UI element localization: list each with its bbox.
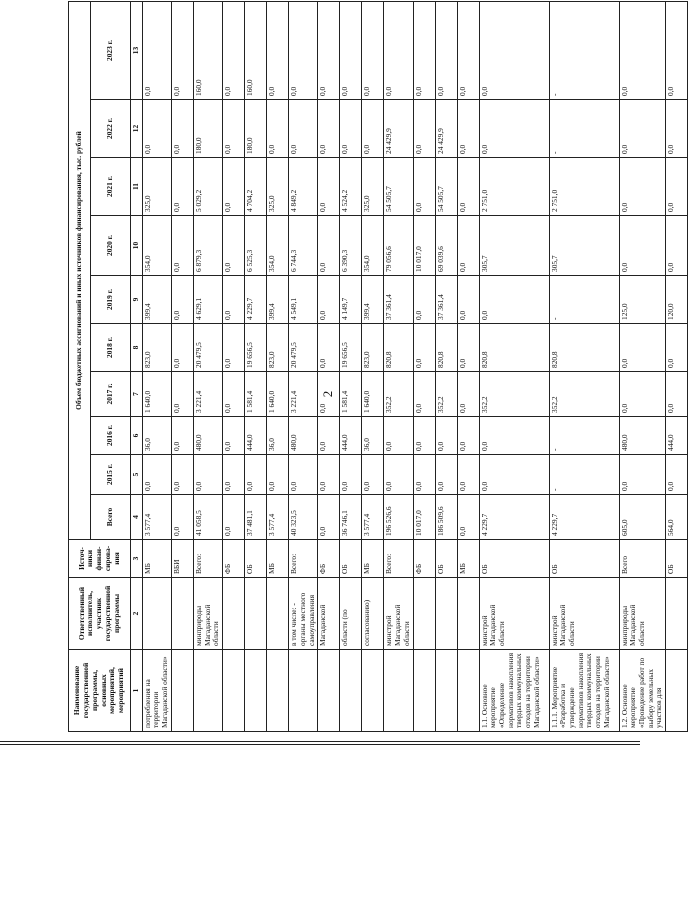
value-cell: 4 704,2 [245,158,267,216]
value-cell: - [549,100,619,158]
value-cell: 0,0 [223,417,245,455]
value-cell: 0,0 [384,2,413,100]
column-number: 5 [131,455,143,495]
table-row [619,2,666,732]
row-source-cell: ОБ [245,540,267,578]
value-cell: 0,0 [171,455,193,495]
value-cell: 354,0 [267,216,289,276]
value-cell: 0,0 [171,417,193,455]
value-cell: 0,0 [457,2,479,100]
table-row [289,2,318,732]
table-row [549,2,619,732]
row-name-cell [435,650,457,732]
value-cell: 0,0 [267,100,289,158]
value-cell: 2 751,0 [549,158,619,216]
value-cell: - [549,276,619,324]
value-cell: 1 640,0 [362,372,384,417]
value-cell: 6 525,3 [245,216,267,276]
row-source-cell: Всего: [384,540,413,578]
value-cell: 54 505,7 [384,158,413,216]
table-row [479,2,549,732]
row-source-cell: МБ [267,540,289,578]
value-cell: 0,0 [457,100,479,158]
value-cell: 186 509,6 [435,495,457,540]
value-cell: 4 549,1 [289,276,318,324]
value-cell: 0,0 [479,100,549,158]
value-cell: 0,0 [267,2,289,100]
value-cell: 19 656,5 [245,324,267,372]
value-cell: 24 429,9 [435,100,457,158]
value-cell: 0,0 [666,2,688,100]
value-cell: 0,0 [223,158,245,216]
row-executor-cell [413,578,435,650]
value-cell: 0,0 [666,216,688,276]
value-cell: 0,0 [435,2,457,100]
value-cell: 0,0 [318,216,340,276]
value-cell: 0,0 [413,100,435,158]
value-cell: 0,0 [171,276,193,324]
table-body [131,2,688,732]
value-cell: 0,0 [457,372,479,417]
value-cell: - [549,417,619,455]
value-cell: 0,0 [619,158,666,216]
row-name-cell: 1.1.1. Мероприятие «Разработка и утверждение нормативов накопления твердых коммунальных отходов на территории Магаданской области» [549,650,619,732]
value-cell: 40 323,5 [289,495,318,540]
value-cell: 0,0 [318,495,340,540]
value-cell: 0,0 [457,276,479,324]
row-source-cell: ВБИ [171,540,193,578]
row-name-cell [245,650,267,732]
table-row [267,2,289,732]
value-cell: - [549,2,619,100]
column-number-row [131,2,143,732]
row-source-cell: ФБ [223,540,245,578]
header-year: 2017 г. [91,372,131,417]
value-cell: 0,0 [318,324,340,372]
value-cell: 0,0 [457,216,479,276]
value-cell: 1 640,0 [142,372,171,417]
row-name-cell [193,650,222,732]
value-cell: 6 390,3 [340,216,362,276]
header-year: 2020 г. [91,216,131,276]
row-executor-cell [223,578,245,650]
row-source-cell: ОБ [549,540,619,578]
value-cell: 444,0 [245,417,267,455]
value-cell: 820,8 [479,324,549,372]
value-cell: 0,0 [666,100,688,158]
value-cell: 0,0 [289,2,318,100]
row-source-cell: МБ [142,540,171,578]
row-source-cell: Всего: [193,540,222,578]
value-cell: 0,0 [318,100,340,158]
column-number: 4 [131,495,143,540]
value-cell: 36,0 [267,417,289,455]
value-cell: 0,0 [479,455,549,495]
value-cell: 820,8 [384,324,413,372]
value-cell: 4 849,2 [289,158,318,216]
table-row [666,2,688,732]
row-name-cell: потребления на территории Магаданской области» [142,650,171,732]
row-name-cell [362,650,384,732]
column-number: 11 [131,158,143,216]
value-cell: 399,4 [142,276,171,324]
value-cell: 180,0 [245,100,267,158]
row-name-cell [666,650,688,732]
value-cell: 4 229,7 [245,276,267,324]
value-cell: 605,0 [619,495,666,540]
row-source-cell: ФБ [318,540,340,578]
value-cell: 0,0 [413,276,435,324]
row-name-cell [318,650,340,732]
page-number: 2 [320,390,335,398]
value-cell: 0,0 [340,100,362,158]
value-cell: 0,0 [619,216,666,276]
value-cell: 10 017,0 [413,216,435,276]
row-name-cell [267,650,289,732]
value-cell: 4 629,1 [193,276,222,324]
row-executor-cell [171,578,193,650]
value-cell: 564,0 [666,495,688,540]
value-cell: 823,0 [362,324,384,372]
row-executor-cell: минстрой Магаданской области [479,578,549,650]
value-cell: 1 581,4 [245,372,267,417]
value-cell: 0,0 [318,372,340,417]
header-year: 2019 г. [91,276,131,324]
value-cell: 0,0 [142,2,171,100]
value-cell: 0,0 [223,2,245,100]
value-cell: 0,0 [413,417,435,455]
header-col3: Источ-ники финан-сирова-ния [69,540,131,578]
value-cell: 0,0 [318,455,340,495]
value-cell: 1 640,0 [267,372,289,417]
column-number: 3 [131,540,143,578]
value-cell: 305,7 [479,216,549,276]
funding-table [68,1,688,732]
value-cell: 41 058,5 [193,495,222,540]
value-cell: 0,0 [666,372,688,417]
row-source-cell: ФБ [413,540,435,578]
row-name-cell [457,650,479,732]
value-cell: 0,0 [318,417,340,455]
value-cell: 180,0 [193,100,222,158]
header-funding-title: Объем бюджетных ассигнований и иных источников финансирования, тыс. рублей [69,2,91,540]
value-cell: 352,2 [384,372,413,417]
value-cell: 0,0 [171,372,193,417]
value-cell: 0,0 [142,100,171,158]
value-cell: 0,0 [142,455,171,495]
column-number: 9 [131,276,143,324]
row-source-cell: МБ [362,540,384,578]
value-cell: 0,0 [413,455,435,495]
row-executor-cell: Магаданской [318,578,340,650]
value-cell: 37 361,4 [384,276,413,324]
value-cell: 4 229,7 [479,495,549,540]
row-name-cell [171,650,193,732]
value-cell: 0,0 [340,455,362,495]
value-cell: 354,0 [362,216,384,276]
value-cell: 0,0 [223,455,245,495]
value-cell: 0,0 [171,216,193,276]
value-cell: 3 221,4 [289,372,318,417]
value-cell: 0,0 [457,455,479,495]
value-cell: 444,0 [666,417,688,455]
value-cell: 0,0 [340,2,362,100]
value-cell: 352,2 [479,372,549,417]
value-cell: 10 017,0 [413,495,435,540]
value-cell: 24 429,9 [384,100,413,158]
table-row [142,2,171,732]
row-source-cell: ОБ [435,540,457,578]
value-cell: 160,0 [245,2,267,100]
value-cell: 36,0 [362,417,384,455]
value-cell: 0,0 [457,324,479,372]
value-cell: 54 505,7 [435,158,457,216]
value-cell: 0,0 [318,2,340,100]
table-row [245,2,267,732]
value-cell: 120,0 [666,276,688,324]
value-cell: 125,0 [619,276,666,324]
row-name-cell [384,650,413,732]
value-cell: 0,0 [457,158,479,216]
value-cell: 160,0 [193,2,222,100]
horizontal-rule-2 [0,744,640,745]
row-executor-cell: минстрой Магаданской области [384,578,413,650]
row-source-cell: Всего: [289,540,318,578]
row-executor-cell: минприроды Магаданской области [193,578,222,650]
row-executor-cell: в том числе: - органы местного самоуправления [289,578,318,650]
value-cell: 820,8 [549,324,619,372]
row-source-cell: ОБ [340,540,362,578]
row-executor-cell [457,578,479,650]
value-cell: 69 039,6 [435,216,457,276]
value-cell: 0,0 [223,495,245,540]
table-row [193,2,222,732]
value-cell: 0,0 [384,455,413,495]
column-number: 12 [131,100,143,158]
value-cell: 0,0 [435,417,457,455]
column-number: 8 [131,324,143,372]
header-col1: Наименование государственной программы, основных мероприятий, мероприятий [69,650,131,732]
value-cell: 0,0 [362,2,384,100]
value-cell: 0,0 [223,100,245,158]
row-executor-cell [245,578,267,650]
value-cell: 20 479,5 [289,324,318,372]
value-cell: 4 229,7 [549,495,619,540]
column-number: 2 [131,578,143,650]
header-year: 2023 г. [91,2,131,100]
column-number: 1 [131,650,143,732]
row-source-cell: ОБ [479,540,549,578]
value-cell: 354,0 [142,216,171,276]
value-cell: 1 581,4 [340,372,362,417]
value-cell: 3 221,4 [193,372,222,417]
row-name-cell [413,650,435,732]
value-cell: 399,4 [267,276,289,324]
table-row [340,2,362,732]
value-cell: 0,0 [666,158,688,216]
table-row [318,2,340,732]
value-cell: 399,4 [362,276,384,324]
row-executor-cell [267,578,289,650]
value-cell: 0,0 [435,455,457,495]
value-cell: 0,0 [362,100,384,158]
value-cell: 36,0 [142,417,171,455]
value-cell: 0,0 [171,2,193,100]
table-row [384,2,413,732]
value-cell: 325,0 [362,158,384,216]
horizontal-rule-1 [0,741,640,742]
value-cell: 79 056,6 [384,216,413,276]
value-cell: 0,0 [223,276,245,324]
value-cell: 480,0 [193,417,222,455]
value-cell: 0,0 [666,324,688,372]
value-cell: 20 479,5 [193,324,222,372]
row-source-cell: Всего [619,540,666,578]
header-col2: Ответственный исполнитель, участник государственной программы [69,578,131,650]
value-cell: 5 029,2 [193,158,222,216]
value-cell: 0,0 [479,2,549,100]
value-cell: 0,0 [193,455,222,495]
row-executor-cell: области (по [340,578,362,650]
value-cell: 352,2 [435,372,457,417]
row-executor-cell: минприроды Магаданской области [619,578,666,650]
header-total: Всего [91,495,131,540]
value-cell: 0,0 [223,372,245,417]
value-cell: 6 744,3 [289,216,318,276]
value-cell: 0,0 [245,455,267,495]
row-name-cell: 1.2. Основное мероприятие «Проведение работ по выбору земельных участков для [619,650,666,732]
header-year: 2021 г. [91,158,131,216]
row-source-cell: МБ [457,540,479,578]
value-cell: 37 361,4 [435,276,457,324]
row-executor-cell [666,578,688,650]
value-cell: 325,0 [267,158,289,216]
value-cell: 0,0 [267,455,289,495]
value-cell: 0,0 [479,417,549,455]
value-cell: 0,0 [619,372,666,417]
value-cell: 0,0 [384,417,413,455]
value-cell: 3 577,4 [362,495,384,540]
value-cell: 0,0 [171,158,193,216]
table-row [413,2,435,732]
value-cell: 305,7 [549,216,619,276]
header-year: 2018 г. [91,324,131,372]
value-cell: 4 149,7 [340,276,362,324]
value-cell: 37 481,1 [245,495,267,540]
row-executor-cell [142,578,171,650]
value-cell: 0,0 [619,100,666,158]
value-cell: 0,0 [457,417,479,455]
header-year: 2022 г. [91,100,131,158]
row-executor-cell: минстрой Магаданской области [549,578,619,650]
value-cell: 0,0 [413,324,435,372]
value-cell: 196 526,6 [384,495,413,540]
value-cell: 820,8 [435,324,457,372]
value-cell: 480,0 [619,417,666,455]
value-cell: 6 879,3 [193,216,222,276]
table-row [223,2,245,732]
value-cell: 4 524,2 [340,158,362,216]
table-row [171,2,193,732]
value-cell: 0,0 [479,276,549,324]
value-cell: 0,0 [457,495,479,540]
value-cell: 0,0 [223,216,245,276]
column-number: 13 [131,2,143,100]
value-cell: 480,0 [289,417,318,455]
value-cell: 823,0 [142,324,171,372]
table-row [435,2,457,732]
row-name-cell [340,650,362,732]
row-executor-cell: согласованию) [362,578,384,650]
column-number: 7 [131,372,143,417]
value-cell: 2 751,0 [479,158,549,216]
row-name-cell: 1.1. Основное мероприятие «Определение нормативов накопления твердых коммунальных отходов на территории Магаданской области» [479,650,549,732]
row-name-cell [289,650,318,732]
table-row [457,2,479,732]
value-cell: 0,0 [413,2,435,100]
value-cell: 0,0 [413,372,435,417]
value-cell: 352,2 [549,372,619,417]
value-cell: 0,0 [171,495,193,540]
value-cell: 325,0 [142,158,171,216]
value-cell: 0,0 [289,455,318,495]
value-cell: 0,0 [289,100,318,158]
value-cell: 444,0 [340,417,362,455]
value-cell: 3 577,4 [267,495,289,540]
value-cell: 0,0 [413,158,435,216]
value-cell: 0,0 [619,324,666,372]
value-cell: - [549,455,619,495]
value-cell: 0,0 [171,100,193,158]
value-cell: 0,0 [318,158,340,216]
value-cell: 0,0 [318,276,340,324]
column-number: 6 [131,417,143,455]
table-row [362,2,384,732]
column-number: 10 [131,216,143,276]
value-cell: 36 746,1 [340,495,362,540]
value-cell: 19 656,5 [340,324,362,372]
value-cell: 823,0 [267,324,289,372]
value-cell: 0,0 [619,2,666,100]
value-cell: 0,0 [223,324,245,372]
value-cell: 0,0 [171,324,193,372]
value-cell: 0,0 [666,455,688,495]
header-year: 2015 г. [91,455,131,495]
header-year: 2016 г. [91,417,131,455]
value-cell: 0,0 [362,455,384,495]
value-cell: 0,0 [619,455,666,495]
rotated-table-container [68,2,676,732]
row-source-cell: ОБ [666,540,688,578]
value-cell: 3 577,4 [142,495,171,540]
row-executor-cell [435,578,457,650]
row-name-cell [223,650,245,732]
